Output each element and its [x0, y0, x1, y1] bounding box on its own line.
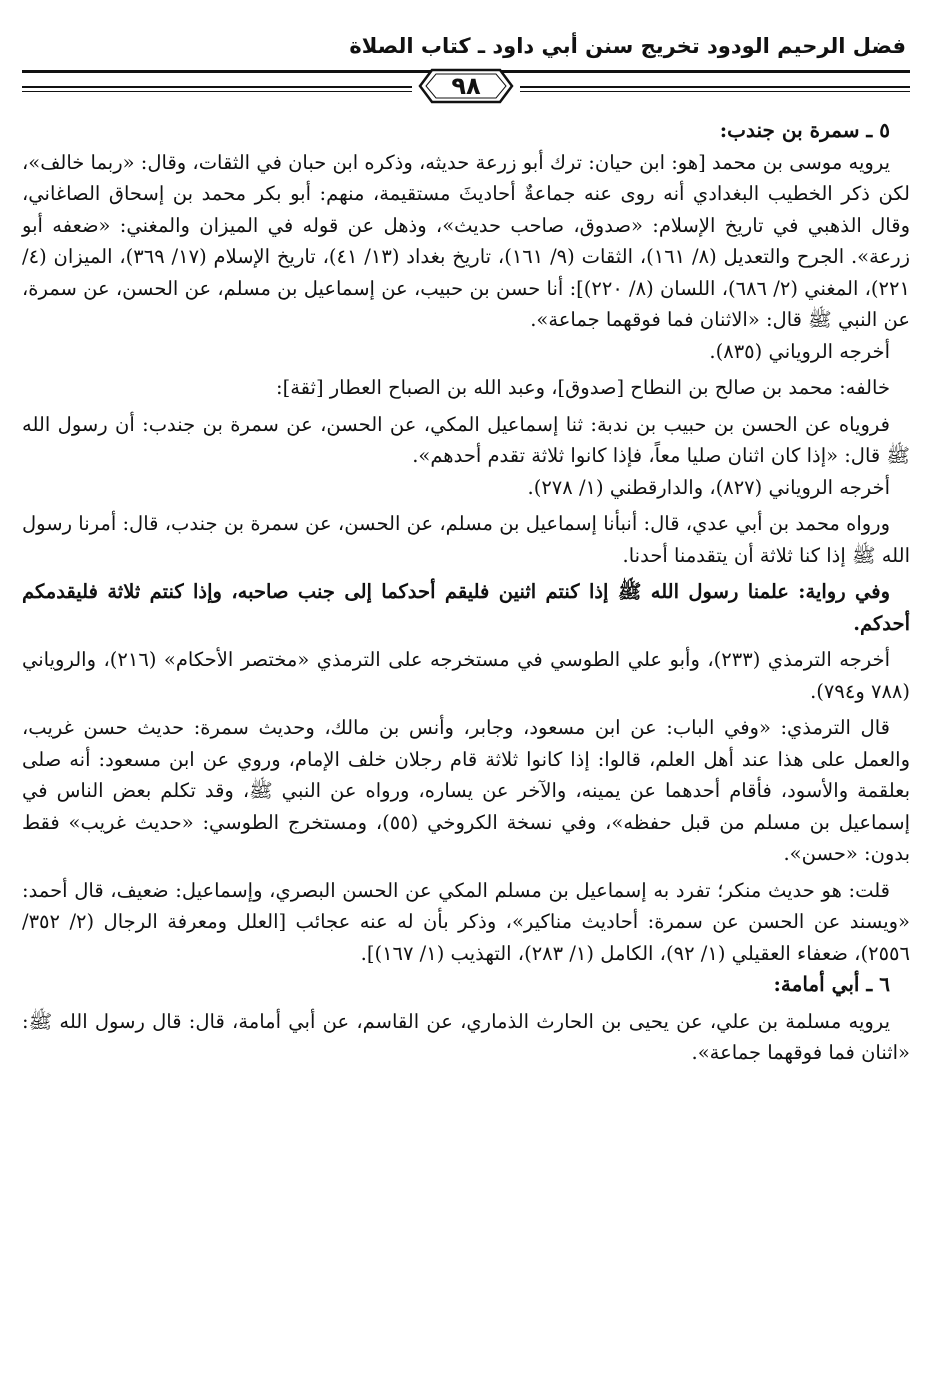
book-title: فضل الرحيم الودود تخريج سنن أبي داود ـ كتاب الصلاة: [349, 34, 906, 58]
page-body: [22, 115, 910, 1069]
paragraph: يرويه مسلمة بن علي، عن يحيى بن الحارث الذماري، عن القاسم، عن أبي أمامة، قال: قال رسول الله ﷺ: «اثنان فما فوقهما جماعة».: [22, 1009, 910, 1064]
paragraph: قلت: هو حديث منكر؛ تفرد به إسماعيل بن مسلم المكي عن الحسن البصري، وإسماعيل: ضعيف، قال أحمد: «ويسند عن الحسن عن سمرة: أحاديث مناكير»، وذكر بأن له عنه عجائب [العلل ومعرفة الرجال (٢/ ٣٥٢/ ٢٥٥٦)، ضعفاء العقيلي (١/ ٩٢)، الكامل (١/ ٢٨٣)، التهذيب (١/ ١٦٧)].: [22, 878, 910, 965]
paragraph: قال الترمذي: «وفي الباب: عن ابن مسعود، وجابر، وأنس بن مالك، وحديث سمرة: حديث حسن غريب، والعمل على هذا عند أهل العلم، قالوا: إذا كانوا ثلاثة قام رجلان خلف الإمام، وروي عن ابن مسعود: أنه صلى بعلقمة والأسود، فأقام أحدهما عن يمينه، والآخر عن يساره، ورواه عن النبي ﷺ، وقد تكلم بعض الناس في إسماعيل بن مسلم من قبل حفظه»، وفي نسخة الكروخي (٥٥)، ومستخرج الطوسي: «حديث غريب» فقط بدون: «حسن».: [22, 716, 910, 865]
paragraph: ورواه محمد بن أبي عدي، قال: أنبأنا إسماعيل بن مسلم، عن الحسن، عن سمرة بن جندب، قال: أمرنا رسول الله ﷺ إذا كنا ثلاثة أن يتقدمنا أحدنا.: [22, 512, 910, 567]
paragraph: أخرجه الروياني (٨٣٥).: [709, 339, 890, 363]
section-heading: ٦ ـ أبي أمامة:: [773, 972, 890, 996]
header-rule-right: [520, 86, 910, 88]
paragraph: خالفه: محمد بن صالح بن النطاح [صدوق]، وعبد الله بن الصباح العطار [ثقة]:: [276, 376, 890, 399]
page-number-badge: [412, 64, 520, 108]
section-heading: ٥ ـ سمرة بن جندب:: [719, 118, 890, 142]
page-number: ٩٨: [451, 72, 481, 100]
paragraph: أخرجه الروياني (٨٢٧)، والدارقطني (١/ ٢٧٨).: [527, 475, 890, 499]
paragraph: يرويه موسى بن محمد [هو: ابن حيان: ترك أبو زرعة حديثه، وذكره ابن حبان في الثقات، وقال: «ربما خالف»، لكن ذكر الخطيب البغدادي أنه روى عنه جماعةٌ أحاديثَ مستقيمة، منهم: أبو بكر محمد بن إسحاق الصاغاني، وقال الذهبي في تاريخ الإسلام: «صدوق، صاحب حديث»، وذهل عن قوله في الميزان والمغني: «ضعفه أبو زرعة». الجرح والتعديل (٨/ ١٦١)، الثقات (٩/ ١٦١)، تاريخ بغداد (١٣/ ٤١)، تاريخ الإسلام (١٧/ ٣٦٩)، الميزان (٤/ ٢٢١)، المغني (٢/ ٦٨٦)، اللسان (٨/ ٢٢٠)]: أنا حسن بن حبيب، عن إسماعيل بن مسلم، عن الحسن، عن سمرة، عن النبي ﷺ قال: «الاثنان فما فوقهما جماعة».: [22, 150, 911, 331]
paragraph: فروياه عن الحسن بن حبيب بن ندبة: ثنا إسماعيل المكي، عن الحسن، عن سمرة بن جندب: أن رسول الله ﷺ قال: «إذا كان اثنان صليا معاً، فإذا كانوا ثلاثة تقدم أحدهم».: [22, 412, 910, 467]
paragraph: أخرجه الترمذي (٢٣٣)، وأبو علي الطوسي في مستخرجه على الترمذي «مختصر الأحكام» (٢١٦)، والروياني (٧٨٨ و٧٩٤).: [22, 648, 910, 703]
header-rule-left: [22, 86, 412, 88]
paragraph: وفي رواية: علمنا رسول الله ﷺ إذا كنتم اثنين فليقم أحدكما إلى جنب صاحبه، وإذا كنتم ثلاثة فليقدمكم أحدكم.: [22, 580, 910, 635]
